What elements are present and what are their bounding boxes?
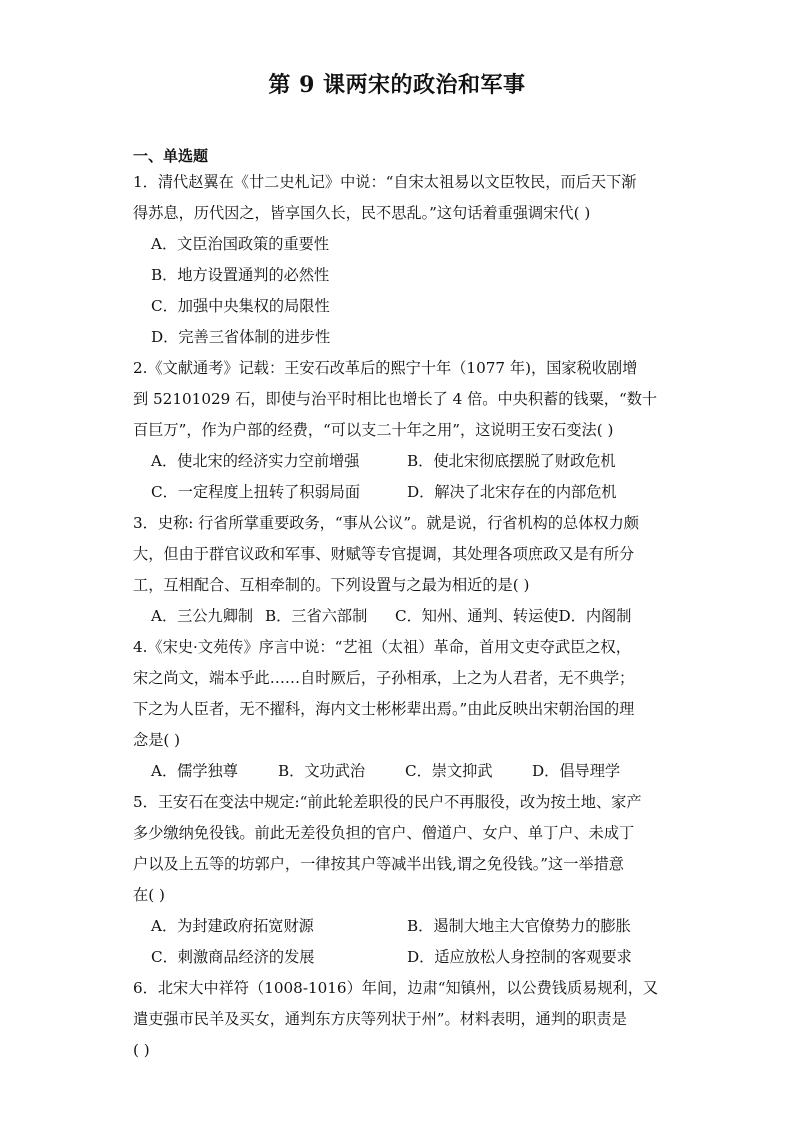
option-a: A．儒学独尊: [151, 762, 238, 780]
option-a: A．为封建政府拓宽财源: [151, 917, 314, 935]
option-row: [133, 911, 663, 942]
option-a: A．使北宋的经济实力空前增强: [151, 452, 360, 470]
question-line: 3．史称: 行省所掌重要政务，“事从公议”。就是说，行省机构的总体权力颇: [133, 514, 639, 532]
option-row: [133, 446, 663, 477]
question-2: [133, 353, 663, 508]
option-b: B．遏制大地主大官僚势力的膨胀: [407, 917, 631, 935]
option-b: B．使北宋彻底摆脱了财政危机: [407, 452, 616, 470]
page-title: 第 9 课两宋的政治和军事: [268, 72, 526, 98]
option-a: A．文臣治国政策的重要性: [151, 235, 330, 253]
option-d: D．完善三省体制的进步性: [151, 328, 331, 346]
question-line: 遣吏强市民羊及买女，通判东方庆等列状于州”。材料表明，通判的职责是: [133, 1010, 627, 1028]
option-a: A．三公九卿制: [151, 607, 254, 625]
question-line: 1．清代赵翼在《廿二史札记》中说：“自宋太祖易以文臣牧民，而后天下渐: [133, 173, 637, 191]
option-b: B．地方设置通判的必然性: [151, 266, 330, 284]
question-line: 4.《宋史·文苑传》序言中说：“艺祖（太祖）革命，首用文吏夺武臣之权，: [133, 638, 631, 656]
option-d: D．适应放松人身控制的客观要求: [407, 948, 632, 966]
option-c: C．加强中央集权的局限性: [151, 297, 330, 315]
option-c: C．崇文抑武: [405, 762, 493, 780]
question-6: [133, 973, 663, 1066]
question-line: 到 52101029 石，即使与治平时相比也增长了 4 倍。中央积蓄的钱粟，“数十: [133, 390, 658, 408]
option-d: D．解决了北宋存在的内部危机: [407, 483, 617, 501]
option-b: B．三省六部制: [265, 607, 368, 625]
question-line: 2.《文献通考》记载：王安石改革后的熙宁十年（1077 年)，国家税收剧增: [133, 359, 638, 377]
option-row: [133, 601, 663, 632]
question-line: 工，互相配合、互相牵制的。下列设置与之最为相近的是( ): [133, 576, 530, 594]
question-line: ( ): [133, 1041, 150, 1059]
question-4: [133, 632, 663, 787]
option-b: B．文功武治: [278, 762, 366, 780]
question-line: 户以及上五等的坊郭户，一律按其户等减半出钱,谓之免役钱。”这一举措意: [133, 855, 624, 873]
question-line: 得苏息，历代因之，皆享国久长，民不思乱。”这句话着重强调宋代( ): [133, 204, 591, 222]
question-list: [133, 167, 663, 1066]
question-line: 百巨万”，作为户部的经费，“可以支二十年之用”，这说明王安石变法( ): [133, 421, 614, 439]
option-c: C．知州、通判、转运使: [395, 607, 559, 625]
question-5: [133, 787, 663, 973]
question-line: 多少缴纳免役钱。前此无差役负担的官户、僧道户、女户、单丁户、未成丁: [133, 824, 635, 842]
question-line: 宋之尚文，端本乎此……自时厥后，子孙相承，上之为人君者，无不典学；: [133, 669, 635, 687]
question-line: 在( ): [133, 886, 165, 904]
question-line: 念是( ): [133, 731, 181, 749]
section-heading: 一、单选题: [133, 147, 209, 165]
question-3: [133, 508, 663, 632]
option-c: C．一定程度上扭转了积弱局面: [151, 483, 361, 501]
question-line: 大，但由于群官议政和军事、财赋等专官提调，其处理各项庶政又是有所分: [133, 545, 635, 563]
option-row: [133, 756, 663, 787]
question-line: 下之为人臣者，无不擢科，海内文士彬彬辈出焉。”由此反映出宋朝治国的理: [133, 700, 635, 718]
option-d: D．倡导理学: [532, 762, 621, 780]
question-1: [133, 167, 663, 353]
option-c: C．刺激商品经济的发展: [151, 948, 315, 966]
question-line: 6．北宋大中祥符（1008-1016）年间，边肃“知镇州，以公费钱质易规利，又: [133, 979, 659, 997]
option-row: [133, 942, 663, 973]
option-row: [133, 477, 663, 508]
question-line: 5．王安石在变法中规定:“前此轮差职役的民户不再服役，改为按土地、家产: [133, 793, 642, 811]
option-d: D．内阁制: [558, 607, 632, 625]
